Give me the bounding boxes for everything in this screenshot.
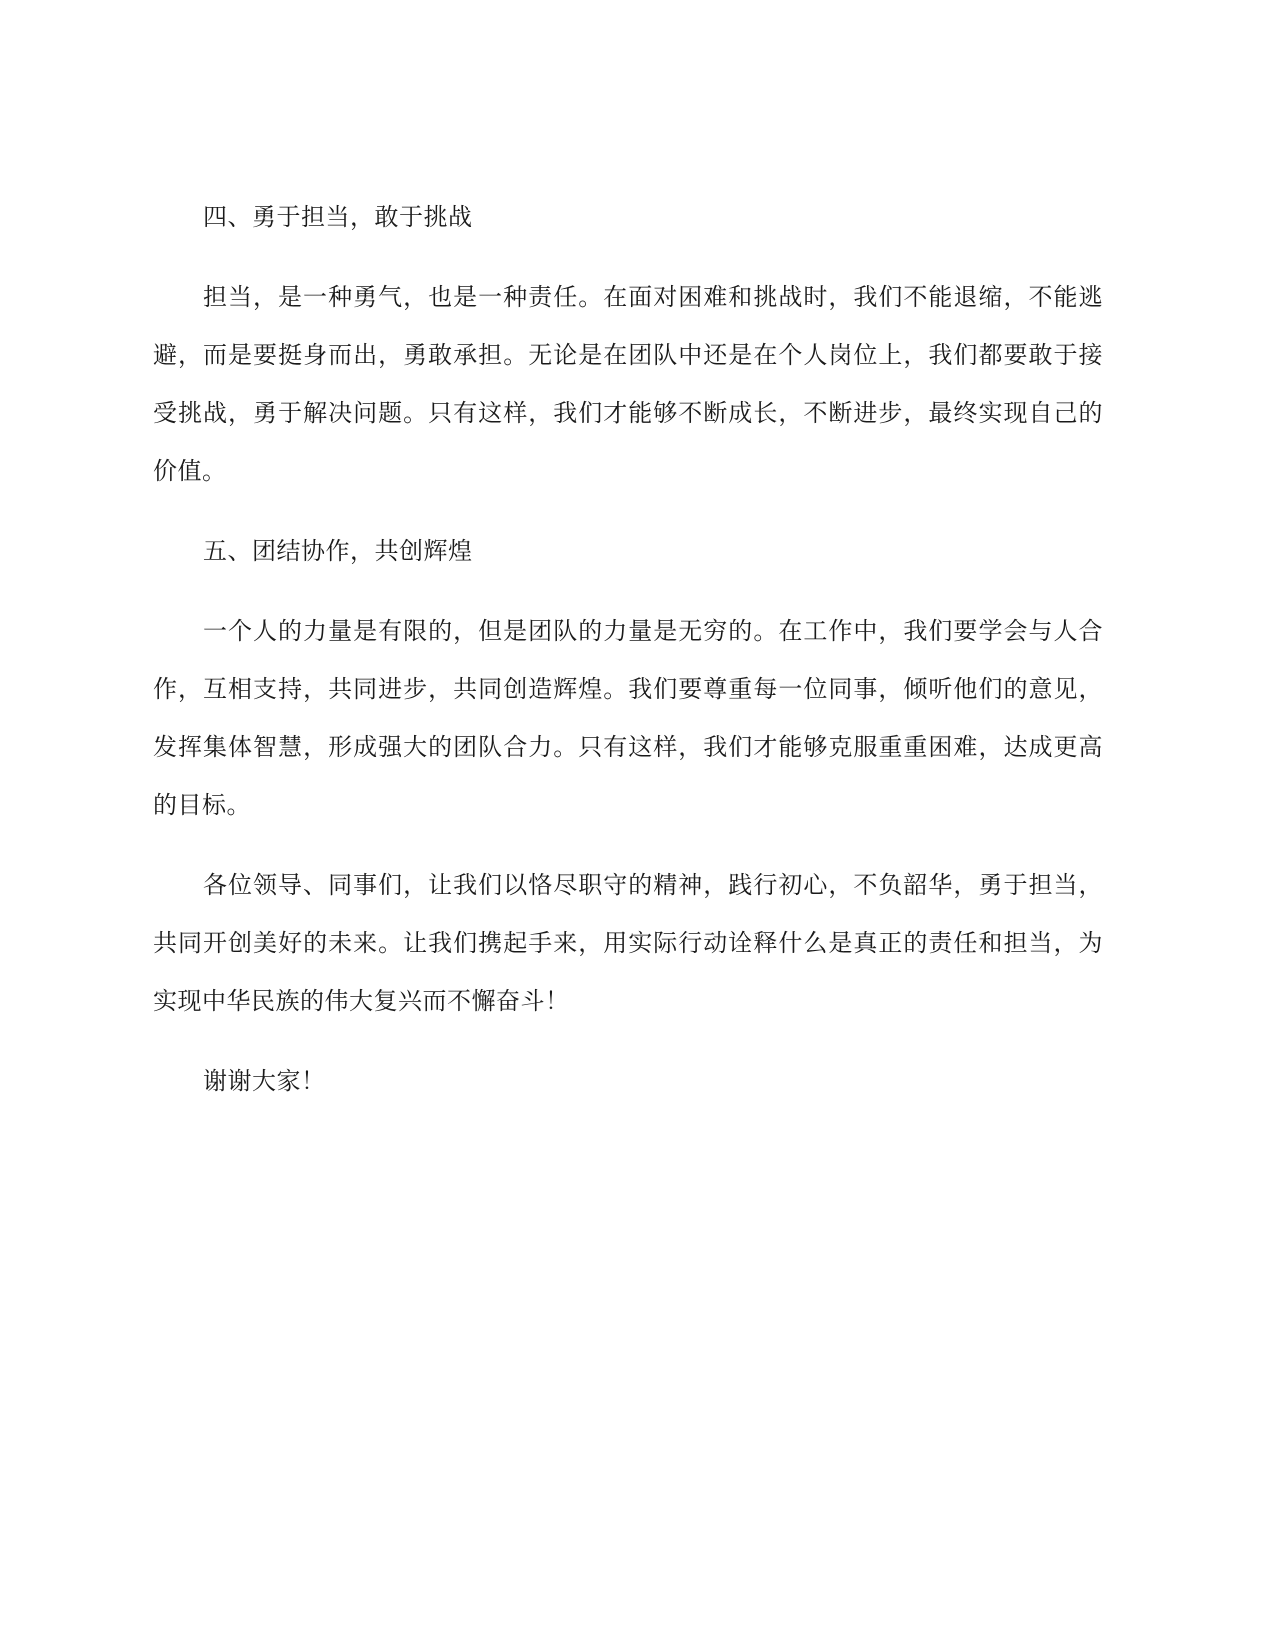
paragraph-gap: [153, 834, 1103, 856]
section-5-paragraph: 一个人的力量是有限的，但是团队的力量是无穷的。在工作中，我们要学会与人合作，互相支持，共同进步，共同创造辉煌。我们要尊重每一位同事，倾听他们的意见，发挥集体智慧，形成强大的团队合力。只有这样，我们才能够克服重重困难，达成更高的目标。: [153, 617, 1103, 819]
paragraph-gap: [153, 500, 1103, 522]
thanks-line: 谢谢大家！: [203, 1067, 326, 1095]
section-5-heading: 五、团结协作，共创辉煌: [203, 537, 473, 565]
document-content: [153, 188, 1103, 1110]
section-4-heading: 四、勇于担当，敢于挑战: [203, 203, 473, 231]
paragraph-gap: [153, 580, 1103, 602]
paragraph-gap: [153, 1030, 1103, 1052]
section-4-paragraph: 担当，是一种勇气，也是一种责任。在面对困难和挑战时，我们不能退缩，不能逃避，而是要挺身而出，勇敢承担。无论是在团队中还是在个人岗位上，我们都要敢于接受挑战，勇于解决问题。只有这样，我们才能够不断成长，不断进步，最终实现自己的价值。: [153, 283, 1103, 485]
paragraph-gap: [153, 246, 1103, 268]
closing-paragraph: 各位领导、同事们，让我们以恪尽职守的精神，践行初心，不负韶华，勇于担当，共同开创美好的未来。让我们携起手来，用实际行动诠释什么是真正的责任和担当，为实现中华民族的伟大复兴而不懈奋斗！: [153, 871, 1103, 1015]
